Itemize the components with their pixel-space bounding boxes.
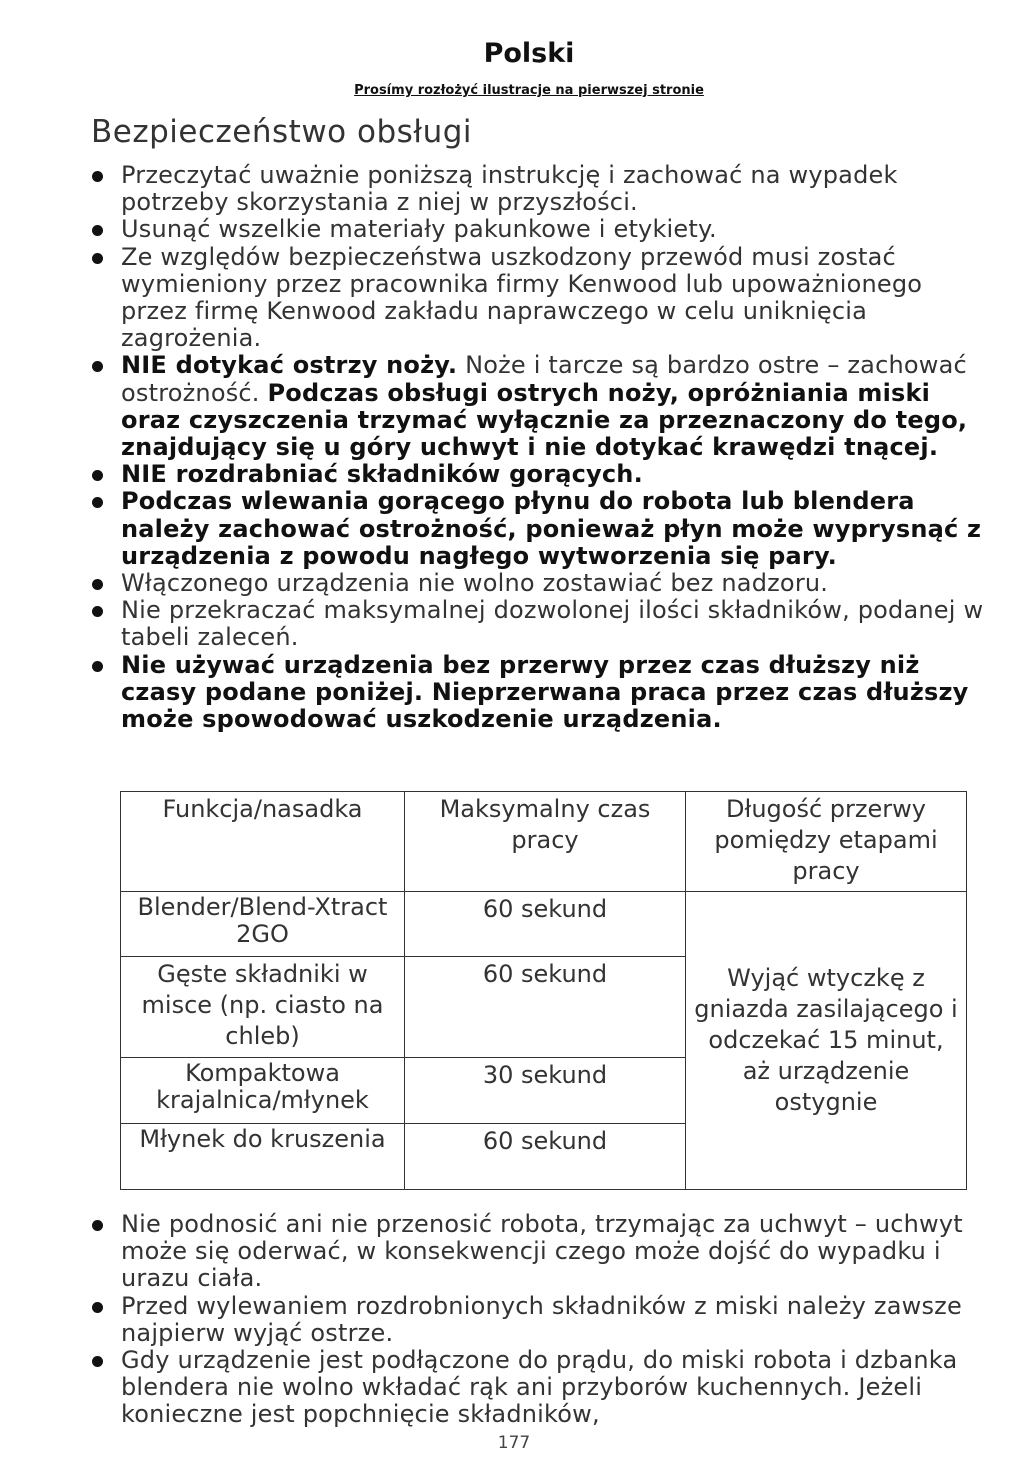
header-function: Funkcja/nasadka bbox=[121, 792, 405, 892]
item-text: Noże i tarcze są bardzo ostre – zachować ostrożność. bbox=[121, 351, 967, 407]
list-item bbox=[0, 652, 990, 734]
item-bold-text: Podczas wlewania gorącego płynu do robota lub blendera należy zachować ostrożność, ponieważ płyn może wyprysnąć z urządzenia z powodu nagłego wytworzenia się pary. bbox=[121, 487, 982, 570]
item-text: Przeczytać uważnie poniższą instrukcję i zachować na wypadek potrzeby skorzystania z niej w przyszłości. bbox=[121, 161, 898, 217]
function-cell: Kompaktowa krajalnica/młynek bbox=[121, 1058, 405, 1124]
illustration-note: Prosímy rozłożyć ilustracje na pierwszej stronie bbox=[354, 83, 704, 98]
bullet-icon bbox=[92, 171, 103, 182]
bullet-icon bbox=[92, 470, 103, 481]
section-title: Bezpieczeństwo obsługi bbox=[91, 114, 473, 150]
bullet-icon bbox=[92, 1302, 103, 1313]
list-item bbox=[0, 461, 990, 488]
list-item bbox=[0, 352, 990, 461]
operating-time-table bbox=[120, 791, 967, 1190]
bullet-icon bbox=[92, 497, 103, 508]
item-bold-text: NIE dotykać ostrzy noży. bbox=[121, 351, 458, 380]
max-time-cell: 60 sekund bbox=[405, 892, 686, 957]
language-heading: Polski bbox=[483, 38, 575, 69]
max-time-cell: 60 sekund bbox=[405, 1124, 686, 1190]
table-header-row bbox=[121, 792, 967, 892]
item-text: Nie przekraczać maksymalnej dozwolonej ilości składników, podanej w tabeli zaleceń. bbox=[121, 596, 984, 652]
function-cell: Gęste składniki w misce (np. ciasto na chleb) bbox=[121, 957, 405, 1058]
item-text: Przed wylewaniem rozdrobnionych składników z miski należy zawsze najpierw wyjąć ostrze. bbox=[121, 1291, 962, 1347]
item-bold-text: Nie używać urządzenia bez przerwy przez czas dłuższy niż czasy podane poniżej. Nieprzerwana praca przez czas dłuższy może spowodować uszkodzenie urządzenia. bbox=[121, 650, 969, 734]
list-item bbox=[0, 570, 990, 597]
list-item bbox=[0, 1347, 990, 1429]
list-item bbox=[0, 1211, 990, 1293]
bullet-icon bbox=[92, 579, 103, 590]
bullet-icon bbox=[92, 661, 103, 672]
item-bold-text: NIE rozdrabniać składników gorących. bbox=[121, 460, 643, 489]
header-max-time: Maksymalny czas pracy bbox=[405, 792, 686, 892]
list-item bbox=[0, 488, 990, 570]
table-row bbox=[121, 892, 967, 957]
safety-list-before-table bbox=[0, 162, 990, 733]
list-item bbox=[0, 216, 990, 243]
item-text: Nie podnosić ani nie przenosić robota, trzymając za uchwyt – uchwyt może się oderwać, w konsekwencji czego może dojść do wypadku i urazu ciała. bbox=[121, 1210, 963, 1293]
safety-list-after-table bbox=[0, 1211, 990, 1429]
bullet-icon bbox=[92, 606, 103, 617]
function-cell: Młynek do kruszenia bbox=[121, 1124, 405, 1190]
list-item bbox=[0, 162, 990, 216]
list-item bbox=[0, 244, 990, 353]
item-bold-text: Podczas obsługi ostrych noży, opróżniania miski oraz czyszczenia trzymać wyłącznie za przeznaczony do tego, znajdujący się u góry uchwyt i nie dotykać krawędzi tnącej. bbox=[121, 378, 968, 462]
item-text: Włączonego urządzenia nie wolno zostawiać bez nadzoru. bbox=[121, 569, 829, 598]
rest-cell: Wyjąć wtyczkę z gniazda zasilającego i odczekać 15 minut, aż urządzenie ostygnie bbox=[686, 892, 967, 1190]
list-item bbox=[0, 1293, 990, 1347]
max-time-cell: 30 sekund bbox=[405, 1058, 686, 1124]
item-text: Ze względów bezpieczeństwa uszkodzony przewód musi zostać wymieniony przez pracownika firmy Kenwood lub upoważnionego przez firmę Kenwood zakładu naprawczego w celu uniknięcia zagrożenia. bbox=[121, 242, 923, 353]
bullet-icon bbox=[92, 1356, 103, 1367]
bullet-icon bbox=[92, 1220, 103, 1231]
page-number: 177 bbox=[497, 1433, 531, 1453]
list-item bbox=[0, 597, 990, 651]
item-text: Gdy urządzenie jest podłączone do prądu, do miski robota i dzbanka blendera nie wolno wkładać rąk ani przyborów kuchennych. Jeżeli konieczne jest popchnięcie składników, bbox=[121, 1346, 958, 1429]
bullet-icon bbox=[92, 361, 103, 372]
item-text: Usunąć wszelkie materiały pakunkowe i etykiety. bbox=[121, 215, 717, 244]
bullet-icon bbox=[92, 253, 103, 264]
header-rest: Długość przerwy pomiędzy etapami pracy bbox=[686, 792, 967, 892]
max-time-cell: 60 sekund bbox=[405, 957, 686, 1058]
bullet-icon bbox=[92, 225, 103, 236]
function-cell: Blender/Blend-Xtract 2GO bbox=[121, 892, 405, 957]
